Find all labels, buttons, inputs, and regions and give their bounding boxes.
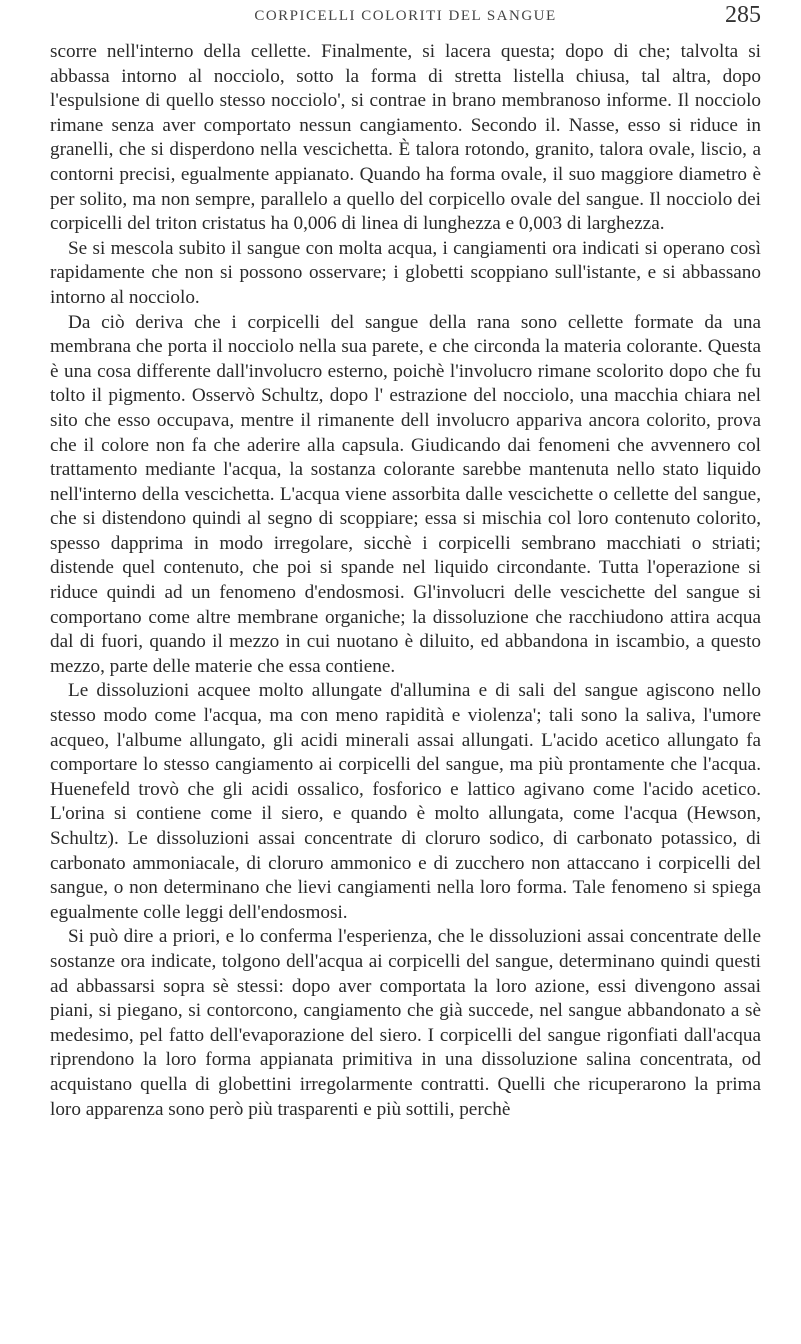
paragraph-continuation: scorre nell'interno della cellette. Finalmente, si lacera questa; dopo di che; talvolta si abbassa intorno al nocciolo, sotto la forma di stretta listella chiusa, tal altra, dopo l'espulsione di quello stesso nocciolo', si contrae in brano membranoso informe. Il nocciolo rimane senza aver comportato nessun cangiamento. Secondo il. Nasse, esso si riduce in granelli, che si disperdono nella vescichetta. È talora rotondo, granito, talora ovale, liscio, a contorni precisi, egualmente appianato. Quando ha forma ovale, il suo maggiore diametro è per solito, ma non sempre, parallelo a quello del corpicello ovale del sangue. Il nocciolo dei corpicelli del triton cristatus ha 0,006 di linea di lunghezza e 0,003 di larghezza. [50, 41, 761, 235]
paragraph: Le dissoluzioni acquee molto allungate d'allumina e di sali del sangue agiscono nello stesso modo come l'acqua, ma con meno rapidità e violenza'; tali sono la saliva, l'umore acqueo, l'albume allungato, gli acidi minerali assai allungati. L'acido acetico allungato fa comportare lo stesso cangiamento ai corpicelli del sangue, ma più prontamente che l'acqua. Huenefeld trovò che gli acidi ossalico, fosforico e lattico agivano come l'acido acetico. L'orina si contiene come il siero, e quando è molto allungata, come l'acqua (Hewson, Schultz). Le dissoluzioni assai concentrate di cloruro sodico, di carbonato potassico, di carbonato ammoniacale, di cloruro ammonico e di zucchero non attaccano i corpicelli del sangue, o non determinano che lievi cangiamenti nella loro forma. Tale fenomeno si spiega egualmente colle leggi dell'endosmosi. [50, 680, 761, 923]
paragraph: Da ciò deriva che i corpicelli del sangue della rana sono cellette formate da una membrana che porta il nocciolo nella sua parete, e che circonda la materia colorante. Questa è una cosa differente dall'involucro esterno, poichè l'involucro rimane scolorito dopo che fu tolto il pigmento. Osservò Schultz, dopo l' estrazione del nocciolo, una macchia chiara nel sito che esso occupava, mentre il rimanente dell involucro appariva ancora colorito, prova che il colore non fa che aderire alla capsula. Giudicando dai fenomeni che avvennero col trattamento mediante l'acqua, la sostanza colorante sarebbe mantenuta nello stato liquido nell'interno della vescichetta. L'acqua viene assorbita dalle vescichette o cellette del sangue, che si distendono quindi al segno di scoppiare; essa si mischia col loro contenuto colorito, spesso dapprima in modo irregolare, sicchè i corpicelli sembrano macchiati o striati; distende quel contenuto, che poi si spande nel liquido circondante. Tutta l'operazione si riduce quindi ad un fenomeno d'endosmosi. Gl'involucri delle vescichette del sangue si comportano come altre membrane organiche; la dissoluzione che racchiudono attira acqua dal di fuori, quando il mezzo in cui nuotano è diluito, ed abbandona in iscambio, a questo mezzo, parte delle materie che essa contiene. [50, 311, 761, 677]
body-text [50, 40, 761, 1122]
paragraph: Si può dire a priori, e lo conferma l'esperienza, che le dissoluzioni assai concentrate delle sostanze ora indicate, tolgono dell'acqua ai corpicelli del sangue, determinano quindi questi ad abbassarsi sopra sè stessi: dopo aver comportata la loro azione, essi divengono assai piani, si piegano, si contorcono, cangiamento che già succede, nel sangue abbandonato a sè medesimo, pel fatto dell'evaporazione del siero. I corpicelli del sangue rigonfiati dall'acqua riprendono la loro forma appianata primitiva in una dissoluzione salina concentrata, od acquistano quella di globettini irregolarmente contratti. Quelli che ricuperarono la prima loro apparenza sono però più trasparenti e più sottili, perchè [50, 926, 761, 1120]
paragraph: Se si mescola subito il sangue con molta acqua, i cangiamenti ora indicati si operano così rapidamente che non si possono osservare; i globetti scoppiano sull'istante, e si abbassano intorno al nocciolo. [50, 237, 761, 308]
page-number: 285 [725, 2, 761, 28]
running-head: CORPICELLI COLORITI DEL SANGUE [254, 8, 557, 24]
page-header [50, 0, 761, 40]
